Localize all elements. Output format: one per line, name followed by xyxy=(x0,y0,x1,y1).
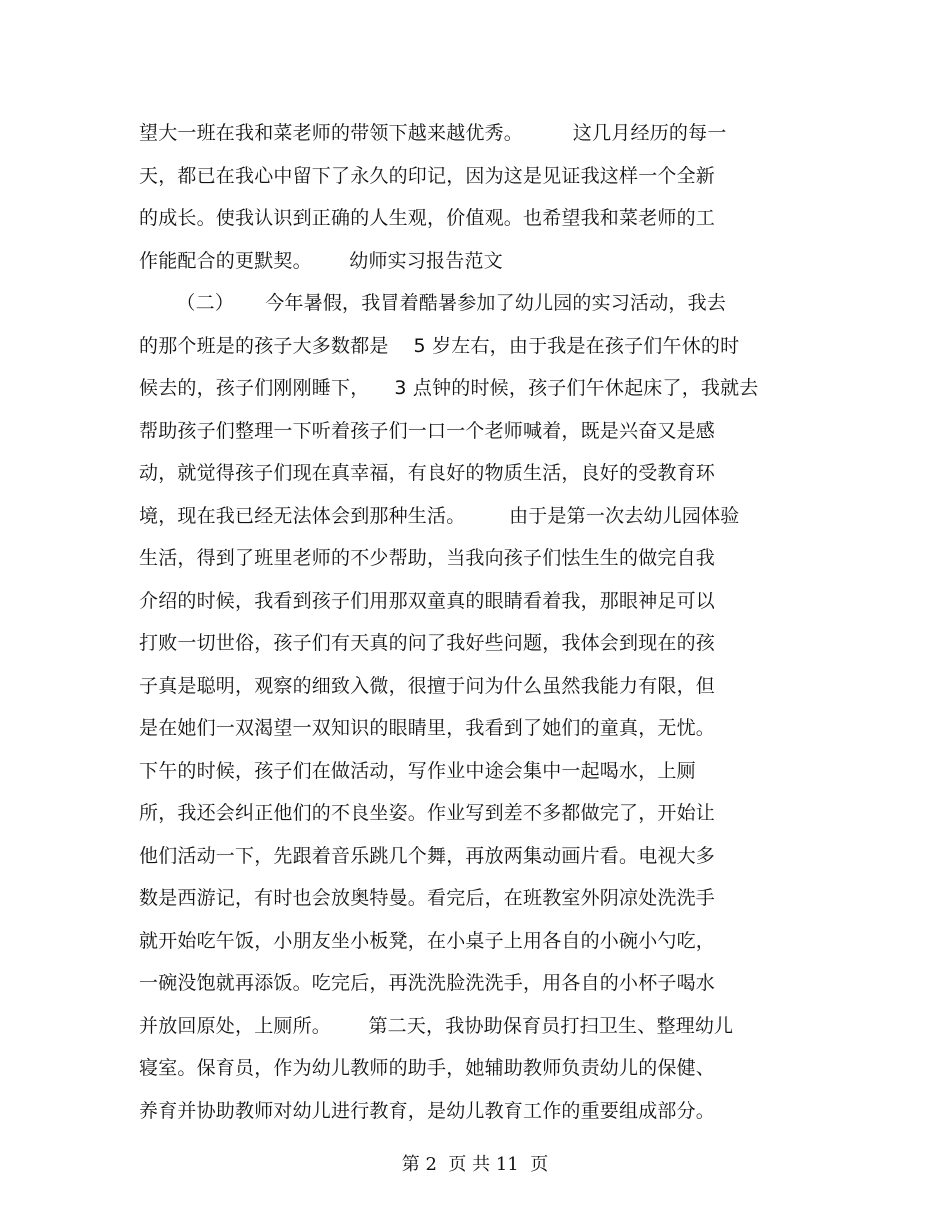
body-text xyxy=(139,112,819,1132)
text-line: 寝室。保育员，作为幼儿教师的助手，她辅助教师负责幼儿的保健、 xyxy=(139,1057,716,1079)
text-line: （二） 今年暑假，我冒着酷暑参加了幼儿园的实习活动，我去 xyxy=(139,292,727,314)
text-line: 的成长。使我认识到正确的人生观，价值观。也希望我和菜老师的工 xyxy=(139,207,716,229)
text-line: 养育并协助教师对幼儿进行教育，是幼儿教育工作的重要组成部分。 xyxy=(139,1099,716,1122)
text-line: 作能配合的更默契。 幼师实习报告范文 xyxy=(139,249,503,272)
text-line: 天，都已在我心中留下了永久的印记，因为这是见证我这样一个全新 xyxy=(139,164,716,187)
text-line: 的那个班是的孩子大多数都是 5 岁左右，由于我是在孩子们午休的时 xyxy=(139,334,740,357)
text-line: 他们活动一下，先跟着音乐跳几个舞，再放两集动画片看。电视大多 xyxy=(139,844,716,867)
text-line: 望大一班在我和菜老师的带领下越来越优秀。 这几月经历的每一 xyxy=(139,122,727,144)
text-line: 下午的时候，孩子们在做活动，写作业中途会集中一起喝水，上厕 xyxy=(139,759,696,782)
text-line: 境，现在我已经无法体会到那种生活。 由于是第一次去幼儿园体验 xyxy=(139,504,740,527)
text-line: 数是西游记，有时也会放奥特曼。看完后，在班教室外阴凉处洗洗手 xyxy=(139,887,716,909)
text-line: 并放回原处，上厕所。 第二天，我协助保育员打扫卫生、整理幼儿 xyxy=(139,1014,734,1037)
text-line: 子真是聪明，观察的细致入微，很擅于问为什么虽然我能力有限，但 xyxy=(139,674,716,697)
page-number-footer: 第 2 页 共 11 页 xyxy=(401,1154,549,1175)
text-line: 是在她们一双渴望一双知识的眼睛里，我看到了她们的童真，无忧。 xyxy=(139,717,716,739)
text-line: 所，我还会纠正他们的不良坐姿。作业写到差不多都做完了，开始让 xyxy=(139,802,716,824)
text-line: 就开始吃午饭，小朋友坐小板凳，在小桌子上用各自的小碗小勺吃， xyxy=(139,929,716,952)
text-line: 生活，得到了班里老师的不少帮助，当我向孩子们怯生生的做完自我 xyxy=(139,547,716,569)
text-line: 动，就觉得孩子们现在真幸福，有良好的物质生活，良好的受教育环 xyxy=(139,462,716,484)
text-line: 介绍的时候，我看到孩子们用那双童真的眼睛看着我，那眼神足可以 xyxy=(139,589,716,612)
text-line: 帮助孩子们整理一下听着孩子们一口一个老师喊着，既是兴奋又是感 xyxy=(139,419,716,442)
text-line: 一碗没饱就再添饭。吃完后，再洗洗脸洗洗手，用各自的小杯子喝水 xyxy=(139,972,716,994)
text-line: 候去的，孩子们刚刚睡下， 3 点钟的时候，孩子们午休起床了，我就去 xyxy=(139,377,759,399)
text-line: 打败一切世俗，孩子们有天真的问了我好些问题，我体会到现在的孩 xyxy=(139,632,716,654)
